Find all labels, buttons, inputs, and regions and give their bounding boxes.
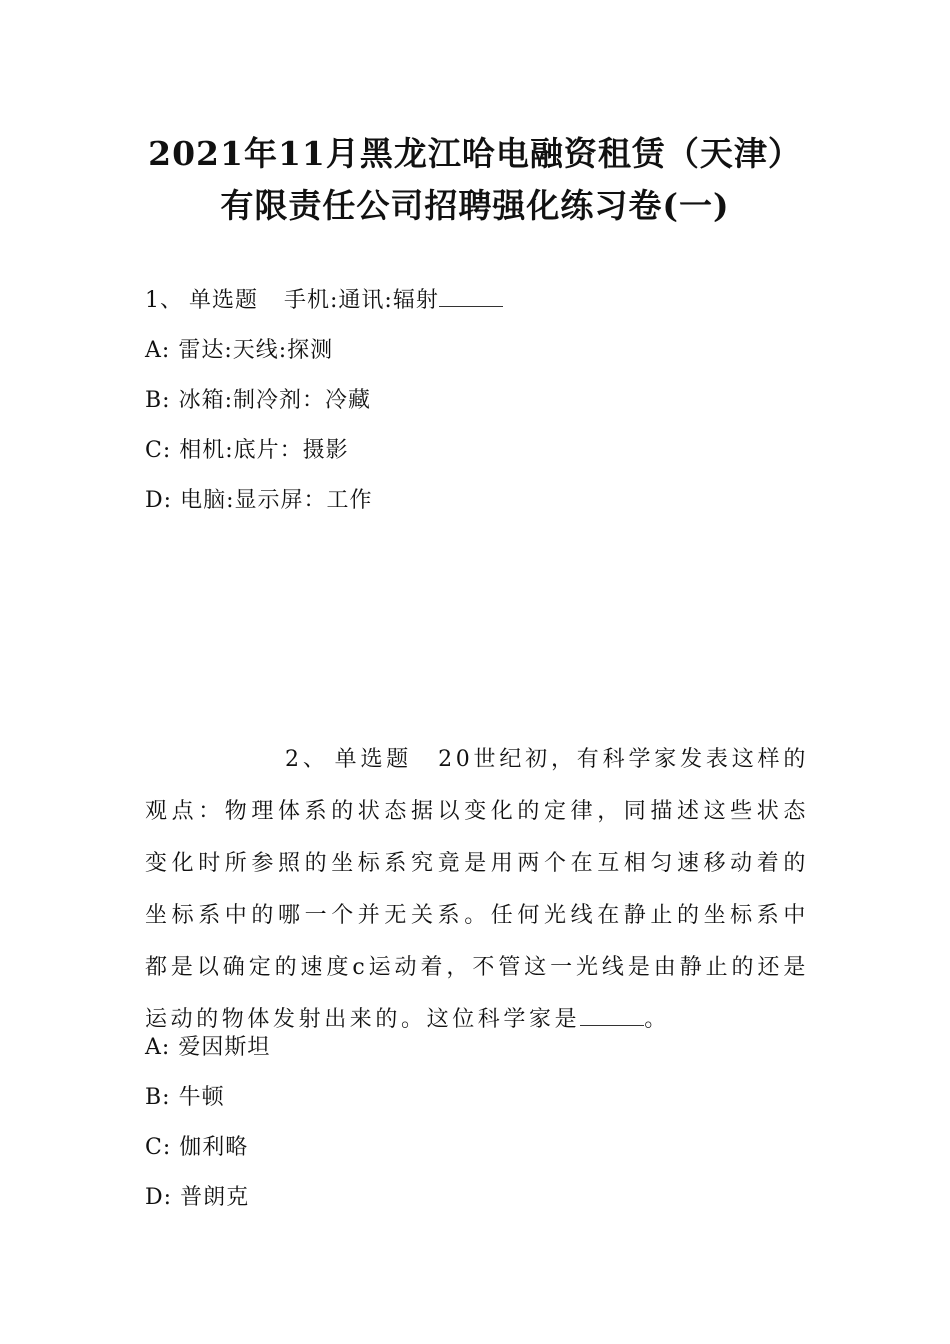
- question-1-option-c: [145, 437, 349, 465]
- question-2-stem: [145, 734, 809, 1046]
- option-letter: A:: [145, 1035, 171, 1060]
- option-text: 冰箱:制冷剂：冷藏: [178, 388, 372, 413]
- answer-blank: [580, 1007, 644, 1026]
- question-1-option-a: [145, 337, 333, 365]
- option-letter: D:: [145, 488, 173, 513]
- question-2-option-c: [145, 1134, 248, 1162]
- option-letter: C:: [145, 1135, 172, 1160]
- question-2-option-a: [145, 1034, 270, 1062]
- question-number: 2、: [285, 747, 329, 772]
- option-text: 爱因斯坦: [178, 1035, 271, 1060]
- document-title-line-1: 2021年11月黑龙江哈电融资租赁（天津）: [148, 134, 802, 173]
- question-1-option-b: [145, 387, 371, 415]
- option-text: 普朗克: [180, 1185, 250, 1210]
- option-letter: D:: [145, 1185, 173, 1210]
- option-letter: B:: [145, 1085, 171, 1110]
- option-text: 相机:底片：摄影: [179, 438, 349, 463]
- question-type: 单选题: [189, 288, 259, 313]
- answer-blank: [439, 288, 503, 307]
- question-type: 单选题: [334, 747, 413, 772]
- question-1-stem: [145, 287, 503, 315]
- option-letter: A:: [145, 338, 171, 363]
- option-text: 雷达:天线:探测: [178, 338, 334, 363]
- question-number: 1、: [145, 288, 183, 313]
- option-text: 牛顿: [178, 1085, 225, 1110]
- option-text: 电脑:显示屏：工作: [180, 488, 373, 513]
- question-text: 20世纪初，有科学家发表这样的观点：物理体系的状态据以变化的定律，同描述这些状态变化时所参照的坐标系究竟是用两个在互相匀速移动着的坐标系中的哪一个并无关系。任何光线在静止的坐标系中都是以确定的速度c运动着，不管这一光线是由静止的还是运动的物体发射出来的。这位科学家是: [145, 747, 809, 1032]
- document-title-line-2: 有限责任公司招聘强化练习卷(一): [220, 186, 730, 225]
- option-letter: C:: [145, 438, 172, 463]
- question-1-option-d: [145, 487, 372, 515]
- question-text: 手机:通讯:辐射: [284, 288, 439, 313]
- question-text-end: 。: [644, 1007, 670, 1032]
- question-2-option-b: [145, 1084, 225, 1112]
- option-text: 伽利略: [179, 1135, 249, 1160]
- question-2-option-d: [145, 1184, 249, 1212]
- option-letter: B:: [145, 388, 171, 413]
